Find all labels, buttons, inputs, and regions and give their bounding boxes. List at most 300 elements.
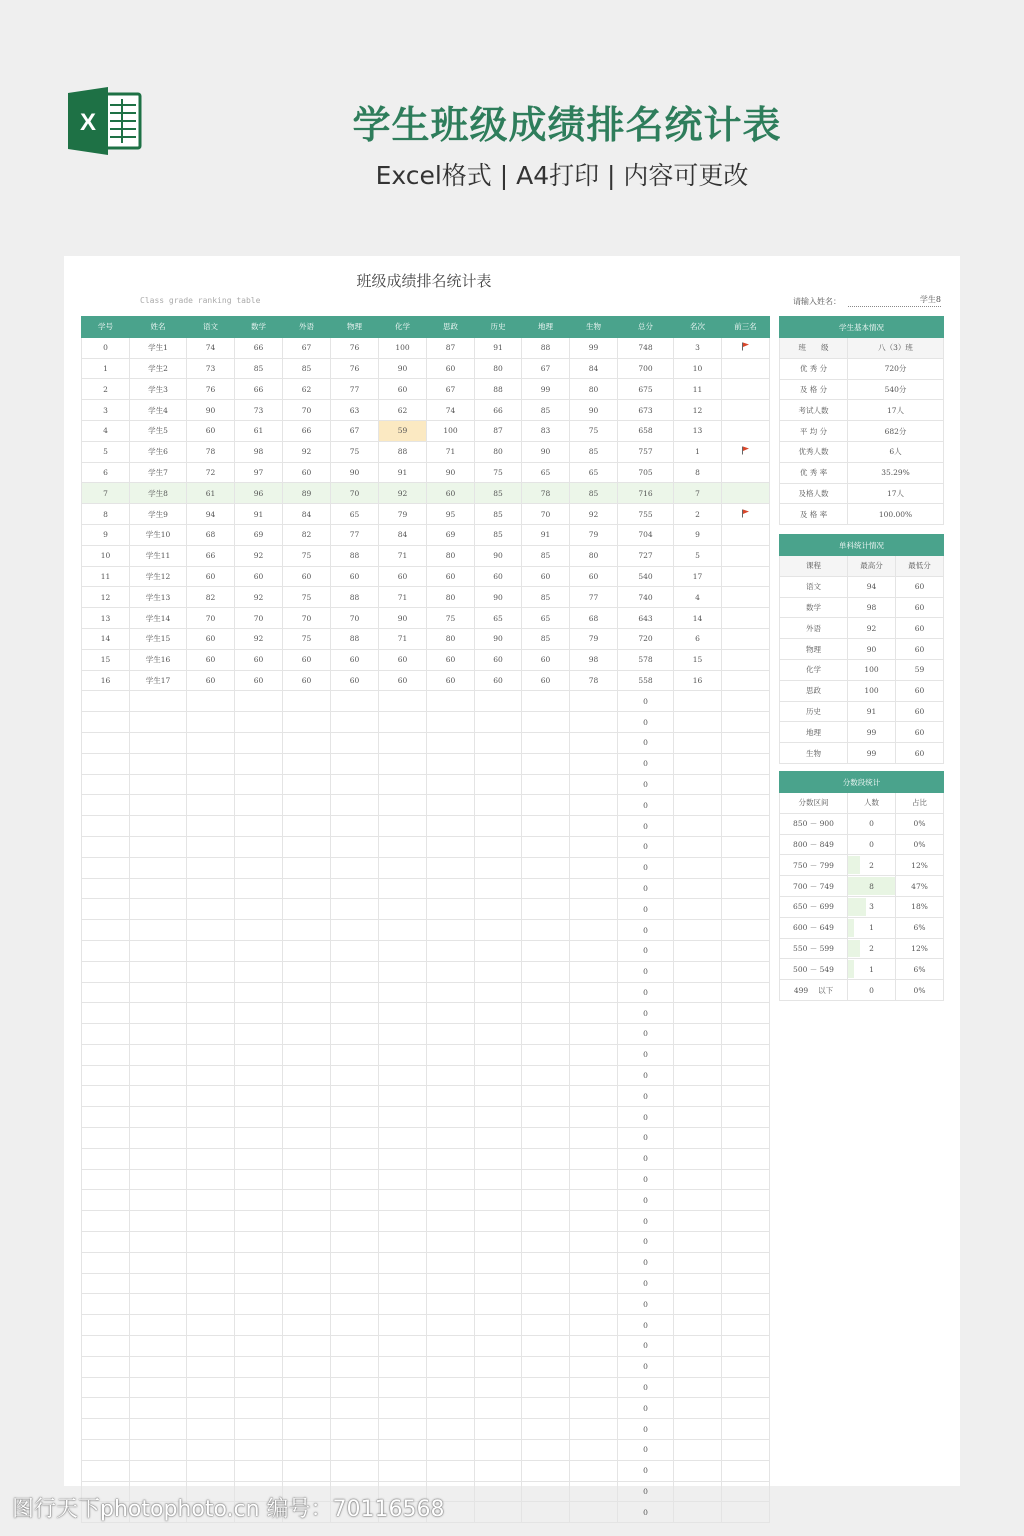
table-cell[interactable]: [82, 1440, 130, 1461]
top-three-cell[interactable]: [722, 545, 770, 566]
table-cell[interactable]: [283, 857, 331, 878]
table-cell[interactable]: [475, 1232, 522, 1253]
table-cell[interactable]: [235, 1128, 283, 1149]
table-cell[interactable]: 0: [618, 1398, 674, 1419]
table-cell[interactable]: [570, 1190, 618, 1211]
table-cell[interactable]: [722, 1003, 770, 1024]
count-cell[interactable]: [848, 834, 896, 855]
table-cell[interactable]: 0: [618, 878, 674, 899]
table-cell[interactable]: 学生10: [130, 524, 187, 545]
table-cell[interactable]: 100: [427, 420, 475, 441]
top-three-cell[interactable]: [722, 566, 770, 587]
table-cell[interactable]: 6%: [896, 917, 944, 938]
table-cell[interactable]: [475, 732, 522, 753]
table-cell[interactable]: [379, 1190, 427, 1211]
table-cell[interactable]: [235, 920, 283, 941]
table-cell[interactable]: 0: [618, 1107, 674, 1128]
table-cell[interactable]: [331, 857, 379, 878]
table-cell[interactable]: [427, 982, 475, 1003]
table-cell[interactable]: [82, 691, 130, 712]
table-cell[interactable]: [187, 774, 235, 795]
table-cell[interactable]: [130, 1065, 187, 1086]
table-cell[interactable]: [130, 691, 187, 712]
table-cell[interactable]: [379, 836, 427, 857]
table-cell[interactable]: [522, 1148, 570, 1169]
table-cell[interactable]: 88: [522, 337, 570, 358]
table-cell[interactable]: [722, 1481, 770, 1502]
table-cell[interactable]: 17: [674, 566, 722, 587]
table-cell[interactable]: [187, 1044, 235, 1065]
table-cell[interactable]: [379, 1169, 427, 1190]
table-cell[interactable]: [427, 1044, 475, 1065]
table-cell[interactable]: 68: [570, 608, 618, 629]
table-cell[interactable]: 0: [618, 1086, 674, 1107]
table-cell[interactable]: [187, 920, 235, 941]
table-cell[interactable]: 78: [187, 441, 235, 462]
table-cell[interactable]: [427, 961, 475, 982]
table-cell[interactable]: 82: [187, 587, 235, 608]
table-cell[interactable]: [674, 1128, 722, 1149]
table-cell[interactable]: [674, 712, 722, 733]
table-cell[interactable]: 13: [82, 608, 130, 629]
table-cell[interactable]: [522, 940, 570, 961]
table-cell[interactable]: [130, 1460, 187, 1481]
table-cell[interactable]: [475, 1377, 522, 1398]
count-cell[interactable]: [848, 876, 896, 897]
table-cell[interactable]: [379, 732, 427, 753]
table-cell[interactable]: 12%: [896, 938, 944, 959]
table-cell[interactable]: [82, 1460, 130, 1481]
count-cell[interactable]: [848, 813, 896, 834]
table-cell[interactable]: [722, 712, 770, 733]
table-cell[interactable]: 85: [570, 483, 618, 504]
table-cell[interactable]: [522, 878, 570, 899]
table-cell[interactable]: [522, 1398, 570, 1419]
table-cell[interactable]: 75: [283, 545, 331, 566]
table-cell[interactable]: [187, 816, 235, 837]
table-cell[interactable]: 91: [235, 504, 283, 525]
table-cell[interactable]: 70: [522, 504, 570, 525]
table-cell[interactable]: 学生6: [130, 441, 187, 462]
table-cell[interactable]: [283, 1294, 331, 1315]
table-cell[interactable]: [187, 961, 235, 982]
table-cell[interactable]: [522, 920, 570, 941]
table-cell[interactable]: [130, 816, 187, 837]
table-cell[interactable]: [283, 1232, 331, 1253]
table-cell[interactable]: 80: [475, 358, 522, 379]
table-cell[interactable]: 学生5: [130, 420, 187, 441]
table-cell[interactable]: 0: [618, 1128, 674, 1149]
table-cell[interactable]: 60: [379, 566, 427, 587]
column-header[interactable]: 人数: [848, 793, 896, 814]
table-cell[interactable]: [570, 836, 618, 857]
table-cell[interactable]: [235, 1086, 283, 1107]
table-cell[interactable]: [570, 878, 618, 899]
count-cell[interactable]: [848, 917, 896, 938]
table-cell[interactable]: 60: [522, 566, 570, 587]
table-cell[interactable]: 0: [618, 1294, 674, 1315]
table-cell[interactable]: [475, 1003, 522, 1024]
table-cell[interactable]: 地理: [780, 722, 848, 743]
table-cell[interactable]: [235, 1065, 283, 1086]
table-cell[interactable]: 578: [618, 649, 674, 670]
table-cell[interactable]: [570, 1252, 618, 1273]
table-cell[interactable]: [331, 753, 379, 774]
table-cell[interactable]: 558: [618, 670, 674, 691]
table-cell[interactable]: [331, 1086, 379, 1107]
table-cell[interactable]: [427, 920, 475, 941]
table-cell[interactable]: [522, 712, 570, 733]
table-cell[interactable]: 100: [848, 680, 896, 701]
table-cell[interactable]: [130, 1398, 187, 1419]
table-cell[interactable]: [674, 1148, 722, 1169]
table-cell[interactable]: 69: [427, 524, 475, 545]
table-cell[interactable]: [130, 1086, 187, 1107]
info-label[interactable]: 平 均 分: [780, 421, 848, 442]
table-cell[interactable]: 71: [427, 441, 475, 462]
table-cell[interactable]: [283, 1024, 331, 1045]
table-cell[interactable]: 59: [896, 659, 944, 680]
table-cell[interactable]: [722, 1086, 770, 1107]
table-cell[interactable]: 77: [331, 524, 379, 545]
table-cell[interactable]: 92: [235, 587, 283, 608]
table-cell[interactable]: [283, 1377, 331, 1398]
table-cell[interactable]: [82, 774, 130, 795]
table-cell[interactable]: 60: [427, 483, 475, 504]
table-cell[interactable]: 60: [896, 576, 944, 597]
table-cell[interactable]: 60: [475, 649, 522, 670]
table-cell[interactable]: 77: [570, 587, 618, 608]
table-cell[interactable]: [427, 857, 475, 878]
table-cell[interactable]: 11: [82, 566, 130, 587]
table-cell[interactable]: [674, 1232, 722, 1253]
table-cell[interactable]: [283, 1148, 331, 1169]
table-cell[interactable]: 90: [475, 587, 522, 608]
table-cell[interactable]: [130, 1190, 187, 1211]
table-cell[interactable]: 60: [331, 670, 379, 691]
table-cell[interactable]: [187, 1315, 235, 1336]
table-cell[interactable]: 85: [522, 545, 570, 566]
table-cell[interactable]: [331, 1356, 379, 1377]
table-cell[interactable]: [522, 1107, 570, 1128]
table-cell[interactable]: [283, 1169, 331, 1190]
info-label[interactable]: 优 秀 分: [780, 358, 848, 379]
table-cell[interactable]: [722, 1294, 770, 1315]
table-cell[interactable]: [379, 795, 427, 816]
table-cell[interactable]: [722, 1315, 770, 1336]
table-cell[interactable]: 71: [379, 628, 427, 649]
table-cell[interactable]: 历史: [780, 701, 848, 722]
table-cell[interactable]: [674, 1294, 722, 1315]
table-cell[interactable]: [130, 1356, 187, 1377]
table-cell[interactable]: [379, 1086, 427, 1107]
table-cell[interactable]: [570, 1024, 618, 1045]
table-cell[interactable]: [475, 1024, 522, 1045]
table-cell[interactable]: [187, 1273, 235, 1294]
table-cell[interactable]: [722, 899, 770, 920]
table-cell[interactable]: [522, 1440, 570, 1461]
table-cell[interactable]: [722, 1128, 770, 1149]
table-cell[interactable]: 88: [475, 379, 522, 400]
table-cell[interactable]: [722, 1169, 770, 1190]
info-value[interactable]: 17人: [848, 400, 944, 421]
table-cell[interactable]: [722, 774, 770, 795]
table-cell[interactable]: [82, 1190, 130, 1211]
table-cell[interactable]: 85: [570, 441, 618, 462]
table-cell[interactable]: 61: [235, 420, 283, 441]
table-cell[interactable]: [674, 1190, 722, 1211]
table-cell[interactable]: [570, 1148, 618, 1169]
table-cell[interactable]: [82, 961, 130, 982]
table-cell[interactable]: [722, 1065, 770, 1086]
table-cell[interactable]: [570, 982, 618, 1003]
table-cell[interactable]: [331, 691, 379, 712]
table-cell[interactable]: [674, 1273, 722, 1294]
table-cell[interactable]: 6%: [896, 959, 944, 980]
top-three-cell[interactable]: [722, 587, 770, 608]
table-cell[interactable]: [283, 732, 331, 753]
table-cell[interactable]: 60: [331, 566, 379, 587]
table-cell[interactable]: [331, 1377, 379, 1398]
table-cell[interactable]: 84: [570, 358, 618, 379]
table-cell[interactable]: 91: [848, 701, 896, 722]
table-cell[interactable]: [331, 1128, 379, 1149]
table-cell[interactable]: 12%: [896, 855, 944, 876]
table-cell[interactable]: [130, 774, 187, 795]
table-cell[interactable]: 60: [379, 670, 427, 691]
table-cell[interactable]: [82, 878, 130, 899]
table-cell[interactable]: 6: [674, 628, 722, 649]
table-cell[interactable]: 92: [235, 628, 283, 649]
table-cell[interactable]: 1: [674, 441, 722, 462]
table-cell[interactable]: 2: [674, 504, 722, 525]
table-cell[interactable]: 67: [283, 337, 331, 358]
table-cell[interactable]: [379, 712, 427, 733]
table-cell[interactable]: 755: [618, 504, 674, 525]
table-cell[interactable]: 92: [283, 441, 331, 462]
table-cell[interactable]: [674, 1440, 722, 1461]
table-cell[interactable]: [427, 1232, 475, 1253]
table-cell[interactable]: [475, 1440, 522, 1461]
table-cell[interactable]: 0: [618, 1148, 674, 1169]
table-cell[interactable]: 0: [618, 712, 674, 733]
table-cell[interactable]: [82, 1148, 130, 1169]
table-cell[interactable]: 70: [187, 608, 235, 629]
table-cell[interactable]: [570, 1481, 618, 1502]
table-cell[interactable]: 60: [427, 649, 475, 670]
table-cell[interactable]: [187, 1419, 235, 1440]
table-cell[interactable]: [235, 732, 283, 753]
table-cell[interactable]: [235, 712, 283, 733]
table-cell[interactable]: 65: [570, 462, 618, 483]
table-cell[interactable]: 0: [618, 774, 674, 795]
table-cell[interactable]: 60: [235, 670, 283, 691]
table-cell[interactable]: 0: [618, 1419, 674, 1440]
table-cell[interactable]: [674, 1315, 722, 1336]
table-cell[interactable]: 0: [618, 836, 674, 857]
table-cell[interactable]: [379, 1211, 427, 1232]
table-cell[interactable]: [475, 1336, 522, 1357]
table-cell[interactable]: 69: [235, 524, 283, 545]
table-cell[interactable]: [235, 1377, 283, 1398]
table-cell[interactable]: [722, 691, 770, 712]
table-cell[interactable]: [379, 1356, 427, 1377]
table-cell[interactable]: 数学: [780, 597, 848, 618]
table-cell[interactable]: 0: [618, 961, 674, 982]
table-cell[interactable]: [522, 816, 570, 837]
table-cell[interactable]: [722, 1377, 770, 1398]
column-header[interactable]: 分数区间: [780, 793, 848, 814]
table-cell[interactable]: [331, 1107, 379, 1128]
table-cell[interactable]: 87: [427, 337, 475, 358]
count-cell[interactable]: [848, 896, 896, 917]
table-cell[interactable]: [722, 1440, 770, 1461]
table-cell[interactable]: 94: [187, 504, 235, 525]
table-cell[interactable]: 6: [82, 462, 130, 483]
table-cell[interactable]: [130, 940, 187, 961]
table-cell[interactable]: [475, 1044, 522, 1065]
table-cell[interactable]: 70: [331, 483, 379, 504]
table-cell[interactable]: 0: [618, 691, 674, 712]
table-cell[interactable]: 9: [82, 524, 130, 545]
table-cell[interactable]: 9: [674, 524, 722, 545]
table-cell[interactable]: [674, 1211, 722, 1232]
table-cell[interactable]: [427, 1148, 475, 1169]
table-cell[interactable]: [427, 1294, 475, 1315]
table-cell[interactable]: [522, 753, 570, 774]
table-cell[interactable]: 92: [570, 504, 618, 525]
table-cell[interactable]: 2: [82, 379, 130, 400]
table-cell[interactable]: [427, 1273, 475, 1294]
table-cell[interactable]: 73: [187, 358, 235, 379]
table-cell[interactable]: 84: [379, 524, 427, 545]
table-cell[interactable]: [235, 1107, 283, 1128]
table-cell[interactable]: [475, 878, 522, 899]
table-cell[interactable]: 0%: [896, 813, 944, 834]
table-cell[interactable]: [522, 1336, 570, 1357]
table-cell[interactable]: [522, 1003, 570, 1024]
table-cell[interactable]: [379, 1315, 427, 1336]
table-cell[interactable]: 60: [235, 566, 283, 587]
table-cell[interactable]: [379, 1419, 427, 1440]
table-cell[interactable]: [427, 816, 475, 837]
info-label[interactable]: 优秀人数: [780, 441, 848, 462]
table-cell[interactable]: 94: [848, 576, 896, 597]
table-cell[interactable]: 90: [427, 462, 475, 483]
table-cell[interactable]: 0: [618, 1356, 674, 1377]
table-cell[interactable]: 12: [82, 587, 130, 608]
table-cell[interactable]: [187, 1398, 235, 1419]
table-cell[interactable]: 0: [618, 920, 674, 941]
table-cell[interactable]: 0: [618, 982, 674, 1003]
top-three-cell[interactable]: [722, 524, 770, 545]
table-cell[interactable]: [475, 920, 522, 941]
top-three-cell[interactable]: [722, 420, 770, 441]
table-cell[interactable]: [235, 961, 283, 982]
table-cell[interactable]: [522, 774, 570, 795]
table-cell[interactable]: [82, 1252, 130, 1273]
table-cell[interactable]: [427, 1336, 475, 1357]
table-cell[interactable]: [283, 691, 331, 712]
table-cell[interactable]: [475, 1065, 522, 1086]
table-cell[interactable]: 98: [235, 441, 283, 462]
table-cell[interactable]: [235, 1398, 283, 1419]
table-cell[interactable]: [130, 899, 187, 920]
table-cell[interactable]: 90: [331, 462, 379, 483]
table-cell[interactable]: [187, 1148, 235, 1169]
table-cell[interactable]: [283, 816, 331, 837]
table-cell[interactable]: [722, 1356, 770, 1377]
table-cell[interactable]: [331, 1315, 379, 1336]
table-cell[interactable]: [475, 1148, 522, 1169]
table-cell[interactable]: [82, 920, 130, 941]
table-cell[interactable]: [570, 920, 618, 941]
table-cell[interactable]: [674, 1460, 722, 1481]
table-cell[interactable]: [522, 1211, 570, 1232]
table-cell[interactable]: [674, 920, 722, 941]
table-cell[interactable]: [283, 1440, 331, 1461]
table-cell[interactable]: [379, 1065, 427, 1086]
table-cell[interactable]: 85: [475, 524, 522, 545]
table-cell[interactable]: [283, 940, 331, 961]
table-cell[interactable]: [130, 712, 187, 733]
table-cell[interactable]: [187, 1003, 235, 1024]
table-cell[interactable]: 643: [618, 608, 674, 629]
table-cell[interactable]: 92: [379, 483, 427, 504]
table-cell[interactable]: 60: [896, 743, 944, 764]
table-cell[interactable]: 60: [283, 566, 331, 587]
table-cell[interactable]: [427, 940, 475, 961]
table-cell[interactable]: [379, 1232, 427, 1253]
table-cell[interactable]: [283, 1044, 331, 1065]
table-cell[interactable]: 673: [618, 400, 674, 421]
table-cell[interactable]: [283, 1460, 331, 1481]
table-cell[interactable]: 8: [674, 462, 722, 483]
table-cell[interactable]: [331, 1169, 379, 1190]
table-cell[interactable]: [475, 1315, 522, 1336]
top-three-cell[interactable]: [722, 400, 770, 421]
table-cell[interactable]: [722, 961, 770, 982]
table-cell[interactable]: 675: [618, 379, 674, 400]
table-cell[interactable]: [475, 982, 522, 1003]
table-cell[interactable]: [187, 691, 235, 712]
table-cell[interactable]: [235, 940, 283, 961]
table-cell[interactable]: [187, 857, 235, 878]
table-cell[interactable]: 10: [674, 358, 722, 379]
table-cell[interactable]: [82, 836, 130, 857]
table-cell[interactable]: 500 － 549: [780, 959, 848, 980]
top-three-cell[interactable]: [722, 483, 770, 504]
table-cell[interactable]: 716: [618, 483, 674, 504]
table-cell[interactable]: 0: [618, 1315, 674, 1336]
table-cell[interactable]: [379, 1252, 427, 1273]
table-cell[interactable]: [130, 982, 187, 1003]
top-three-cell[interactable]: [722, 379, 770, 400]
table-cell[interactable]: [427, 712, 475, 733]
count-cell[interactable]: [848, 980, 896, 1001]
table-cell[interactable]: [235, 1148, 283, 1169]
table-cell[interactable]: [82, 712, 130, 733]
table-cell[interactable]: 82: [283, 524, 331, 545]
table-cell[interactable]: [235, 1460, 283, 1481]
table-cell[interactable]: 物理: [780, 639, 848, 660]
table-cell[interactable]: [130, 961, 187, 982]
table-cell[interactable]: [674, 1398, 722, 1419]
table-cell[interactable]: [475, 1460, 522, 1481]
table-cell[interactable]: 60: [896, 722, 944, 743]
table-cell[interactable]: [331, 1252, 379, 1273]
table-cell[interactable]: 99: [848, 722, 896, 743]
